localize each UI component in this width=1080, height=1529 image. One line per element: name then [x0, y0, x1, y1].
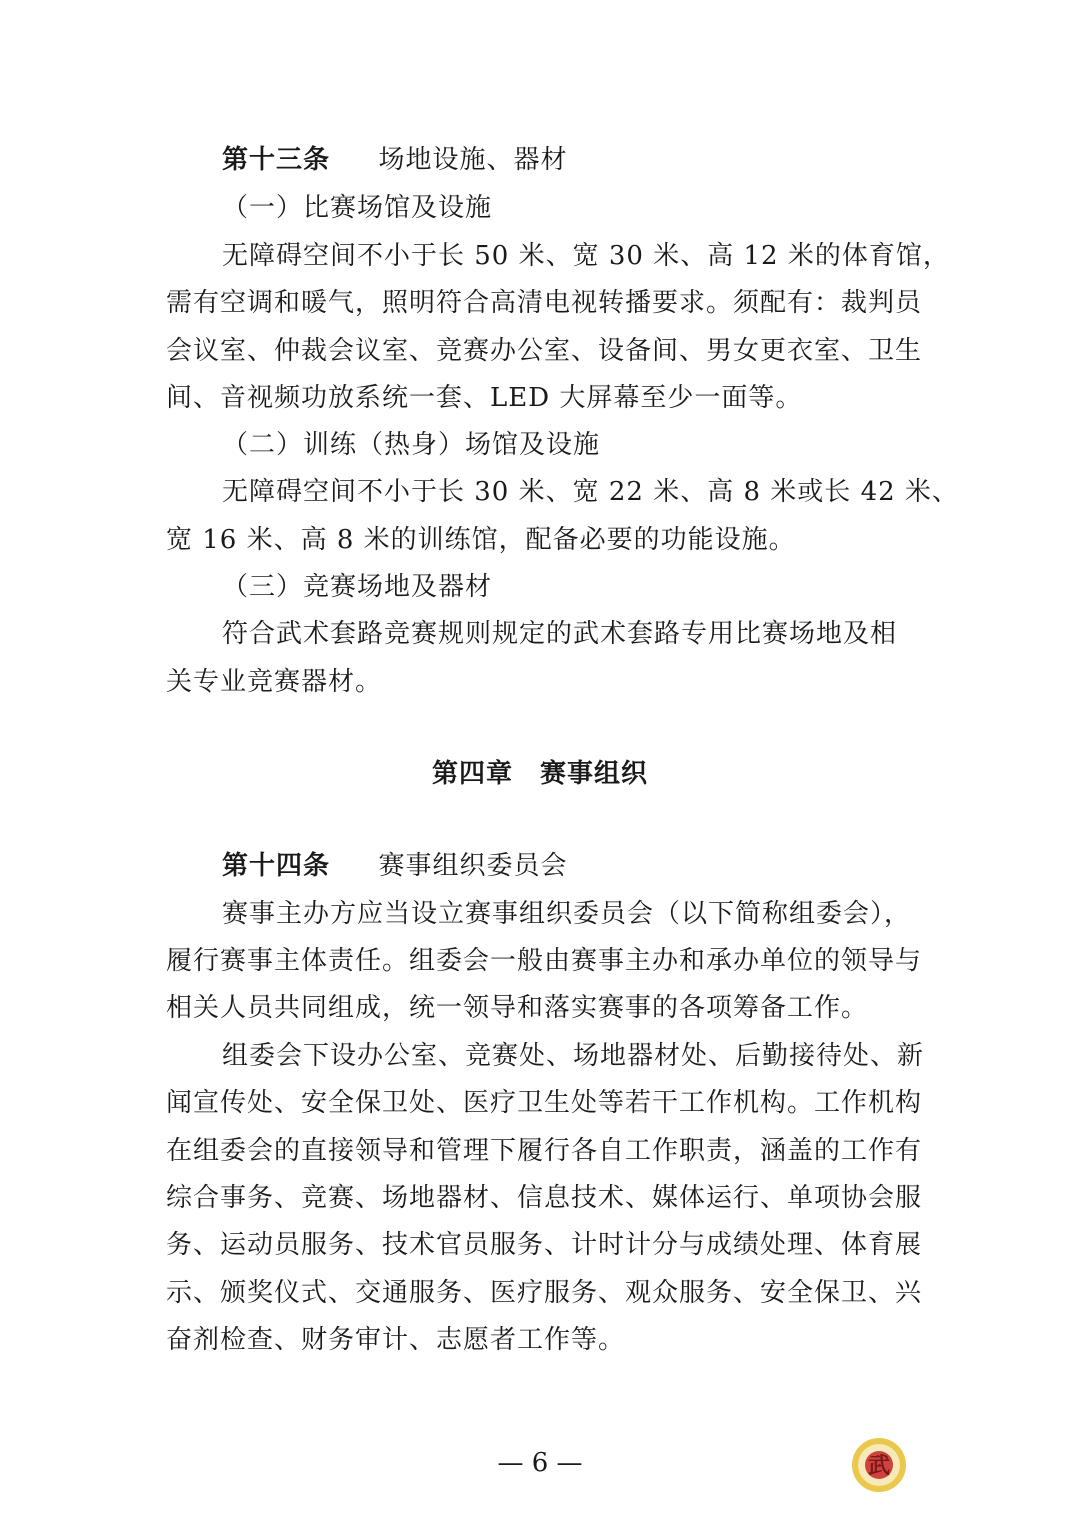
- article-14-p2-line-2: 闻宣传处、安全保卫处、医疗卫生处等若干工作机构。工作机构: [166, 1088, 923, 1118]
- article-13-subheading-1: （一）比赛场馆及设施: [222, 193, 493, 223]
- chapter-title: 第四章 赛事组织: [431, 759, 648, 789]
- article-14-p1-line-3: 相关人员共同组成，统一领导和落实赛事的各项筹备工作。: [166, 993, 869, 1023]
- article-14-title: 赛事组织委员会: [378, 851, 568, 881]
- article-14-p2-line-4: 综合事务、竞赛、场地器材、信息技术、媒体运行、单项协会服: [166, 1183, 923, 1213]
- article-13-title: 场地设施、器材: [378, 145, 568, 175]
- article-14-p2-line-1: 组委会下设办公室、竞赛处、场地器材处、后勤接待处、新: [222, 1041, 925, 1071]
- wushu-emblem-icon: [850, 1436, 908, 1494]
- article-13-number: 第十三条: [222, 145, 331, 175]
- article-14-heading-line: [222, 849, 568, 883]
- article-13-p1-line-3: 会议室、仲裁会议室、竞赛办公室、设备间、男女更衣室、卫生: [166, 336, 923, 366]
- emblem-glyph: 武: [867, 1453, 891, 1479]
- article-13-p1-line-4: 间、音视频功放系统一套、LED 大屏幕至少一面等。: [166, 383, 803, 413]
- article-13-heading-line: [222, 143, 568, 177]
- article-13-p2-line-1: 无障碍空间不小于长 30 米、宽 22 米、高 8 米或长 42 米、: [222, 477, 959, 507]
- article-13-subheading-3: （三）竞赛场地及器材: [222, 572, 493, 602]
- article-13-p2-line-2: 宽 16 米、高 8 米的训练馆，配备必要的功能设施。: [166, 525, 796, 555]
- article-14-p2-line-3: 在组委会的直接领导和管理下履行各自工作职责，涵盖的工作有: [166, 1136, 923, 1166]
- page-number: — 6 —: [497, 1448, 583, 1478]
- article-13-p3-line-2: 关专业竞赛器材。: [166, 667, 383, 697]
- article-13-p1-line-2: 需有空调和暖气，照明符合高清电视转播要求。须配有：裁判员: [166, 288, 923, 318]
- article-14-p1-line-1: 赛事主办方应当设立赛事组织委员会（以下简称组委会），: [222, 899, 912, 929]
- article-14-p1-line-2: 履行赛事主体责任。组委会一般由赛事主办和承办单位的领导与: [166, 946, 923, 976]
- article-13-p1-line-1: 无障碍空间不小于长 50 米、宽 30 米、高 12 米的体育馆，: [222, 241, 950, 271]
- article-14-p2-line-6: 示、颁奖仪式、交通服务、医疗服务、观众服务、安全保卫、兴: [166, 1278, 923, 1308]
- article-14-number: 第十四条: [222, 851, 331, 881]
- article-13-p3-line-1: 符合武术套路竞赛规则规定的武术套路专用比赛场地及相: [222, 619, 898, 649]
- article-14-p2-line-7: 奋剂检查、财务审计、志愿者工作等。: [166, 1325, 626, 1355]
- article-14-p2-line-5: 务、运动员服务、技术官员服务、计时计分与成绩处理、体育展: [166, 1230, 923, 1260]
- article-13-subheading-2: （二）训练（热身）场馆及设施: [222, 430, 601, 460]
